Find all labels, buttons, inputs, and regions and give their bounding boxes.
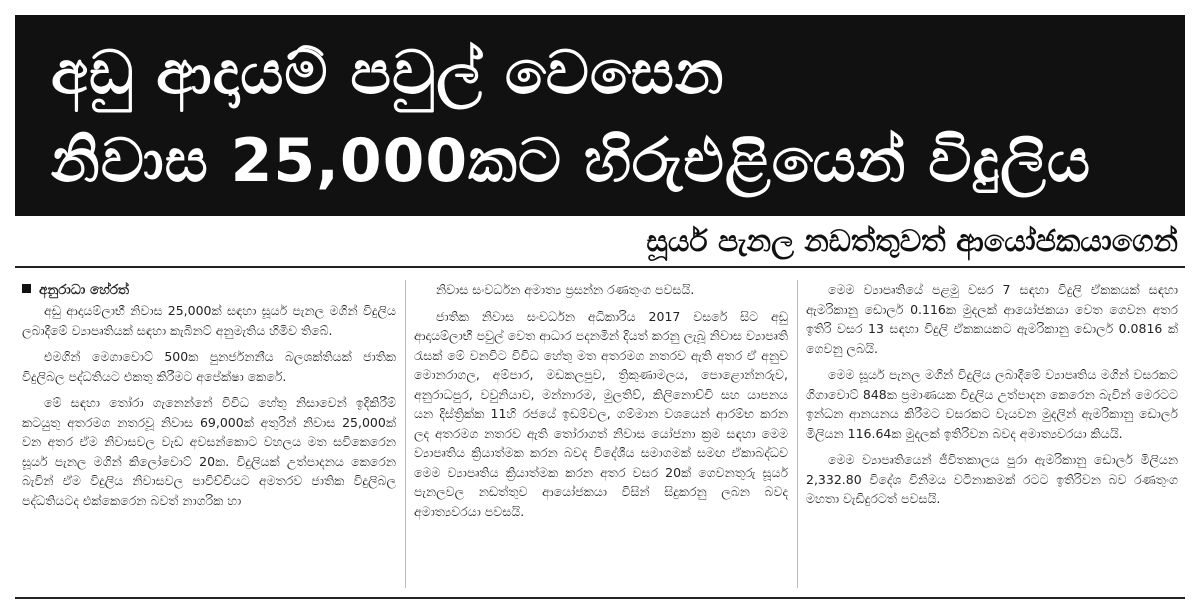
article-column-1 <box>22 280 396 590</box>
paragraph: නිවාස සංවර්ධන අමාත්‍ය ප්‍රසන්න රණතුංග පවසයි. <box>436 282 695 297</box>
bottom-divider <box>15 597 1185 599</box>
article-column-3 <box>806 280 1178 590</box>
paragraph: මෙම සූර්ය පැනල මගින් විදුලිය ලබාදීමේ ව්‍යාපෘතිය මගින් වසරකට ගිගාවොට් 848ක ප්‍රමාණයක විදුලිය උත්පාදන කෙරෙන බැවින් මෙරටට ඉන්ධන ආනයනය කිරීමට වසරකට වැයවන මුදලින් ඇමරිකානු ඩොලර් මිලියන 116.64ක මුදලක් ඉතිරිවන බවද අමාත්‍යවරයා කියයි. <box>806 367 1178 441</box>
column-divider <box>797 280 798 588</box>
headline-box <box>15 15 1185 216</box>
byline-author: අනුරාධා හේරත් <box>39 282 129 298</box>
paragraph: මෙම ව්‍යාපෘතියේ පළමු වසර 7 සඳහා විදුලි ඒකකයක් සඳහා ඇමරිකානු ඩොලර් 0.116ක මුදලක් ආයෝජකයා වෙත ගෙවන අතර ඉතිරි වසර 13 සඳහා විදුලි ඒකකයකට ඇමරිකානු ඩොලර් 0.0816 ක් ගෙවනු ලබයි. <box>806 282 1178 356</box>
subheadline: සූර්ය පැනල නඩත්තුවත් ආයෝජකයාගෙන් <box>646 224 1178 259</box>
byline <box>22 280 396 300</box>
top-divider <box>15 266 1185 268</box>
column-divider <box>405 280 406 588</box>
paragraph: එමගින් මෙගාවොට් 500ක පුනර්ජනනීය බලශක්තියක් ජාතික විදුලිබල පද්ධතියට එකතු කිරීමට අපේක්ෂා කෙරේ. <box>22 349 396 384</box>
paragraph: ජාතික නිවාස සංවර්ධන අධිකාරිය 2017 වසරේ සිට අඩු ආදායම්ලාභී පවුල් වෙත ආධාර පදනමින් දියත් කරනු ලැබූ නිවාස ව්‍යාපෘති රැසක් මේ වනවිට විවිධ හේතු මත අතරමග නතරව ඇති අතර ඒ අනුව මොනරාගල, අම්පාර, මඩකලපුව, ත්‍රිකුණාමලය, පොළොන්නරුව, අනුරාධපුර, වවුනියාව, මන්නාරම, මුලතිව්, කිලිනොච්චි සහ යාපනය යන දිස්ත්‍රික්ක 11හි රජයේ ඉඩම්වල, ගම්මාන වශයෙන් ආරම්භ කරන ලද අතරමග නතරව ඇති තෝරාගත් නිවාස යෝජනා ක්‍රම සඳහා මෙම ව්‍යාපෘතිය ක්‍රියාත්මක කරන බවද විදේශීය සමාගමක් සමඟ ඒකාබද්ධව මෙම ව්‍යාපෘතිය ක්‍රියාත්මක කරන අතර වසර 20ක් ගෙවනතුරු සූර්ය පැනලවල නඩත්තුව ආයෝජකයා විසින් සිදුකරනු ලබන බවද අමාත්‍යවරයා පවසයි. <box>414 308 788 519</box>
bullet-square-icon <box>22 284 31 293</box>
paragraph: මෙම ව්‍යාපෘතියෙන් ජීවිතකාලය පුරා ඇමරිකානු ඩොලර් මිලියන 2,332.80 විදේශ විනිමය වටිනාකමක් රටට ඉතිරිවන බව රණතුංග මහතා වැඩිදුරටත් පවසයි. <box>806 452 1178 506</box>
paragraph: මේ සඳහා තෝරා ගැනෙන්නේ විවිධ හේතු නිසාවෙන් ඉදිකිරීම් කටයුතු අතරමග නතරවූ නිවාස 69,000ක් අතුරින් නිවාස 25,000ක් වන අතර ඒම නිවාසවල වැඩ අවසන්කොට වහලය මත සවිකෙරෙන සූර්ය පැනල මගින් කිලෝවොට් 20ක. විදුලියක් උත්පාදනය කෙරෙන බැවින් ඒම විදුලිය නිවාසවල පාවිච්චියට අමතරව ජාතික විදුලිබල පද්ධතියටද එක්කෙරෙන බවත් නාගරික හා <box>22 395 396 508</box>
headline-line-2: නිවාස 25,000කට හිරුඑළියෙන් විදුලිය <box>51 126 1091 196</box>
article-column-2 <box>414 280 788 590</box>
paragraph: අඩු ආදායම්ලාභී නිවාස 25,000ක් සඳහා සූර්ය පැනල මගින් විදුලිය ලබාදීමේ ව්‍යාපෘතියක් සඳහා කැබිනට් අනුමැතිය හිමිව තිබේ. <box>22 303 396 338</box>
headline-line-1: අඩු ආදායම් පවුල් වෙසෙන <box>51 38 725 108</box>
